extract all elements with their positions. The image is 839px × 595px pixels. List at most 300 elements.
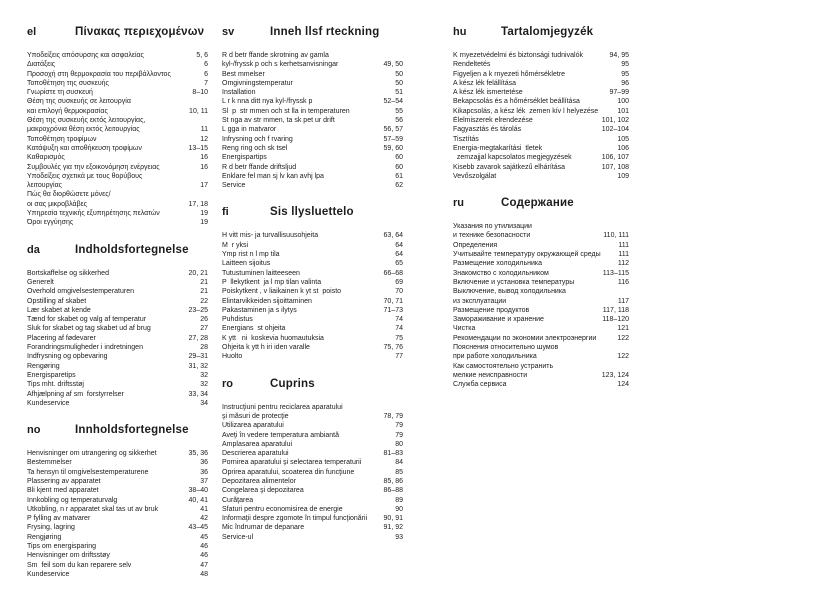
- toc-entry: [453, 70, 629, 79]
- toc-entry-page-number: 112: [617, 260, 629, 268]
- toc-entry: [222, 496, 403, 505]
- toc-entry-page-number: 105: [617, 135, 629, 143]
- toc-entry-page-number: 110, 111: [603, 232, 629, 240]
- toc-entry-page-number: 48: [200, 570, 208, 578]
- toc-entry: [453, 287, 629, 296]
- toc-entry-page-number: 42: [200, 515, 208, 523]
- toc-entry-label: Определения: [453, 241, 498, 249]
- toc-entry-page-number: 71–73: [383, 306, 403, 314]
- toc-entry-page-number: 66–68: [383, 269, 403, 277]
- toc-entry-page-number: 11: [200, 126, 208, 134]
- toc-entry: [453, 352, 629, 361]
- toc-entry-page-number: 33, 34: [188, 390, 208, 398]
- toc-entry: [453, 163, 629, 172]
- toc-entry: [222, 486, 403, 495]
- toc-entry-page-number: 95: [621, 70, 629, 78]
- toc-entry: [453, 315, 629, 324]
- toc-entry-label: Opstilling af skabet: [27, 297, 87, 305]
- toc-entry: [27, 153, 208, 162]
- toc-entry-page-number: 97–99: [609, 89, 629, 97]
- toc-entry-page-number: 16: [200, 154, 208, 162]
- toc-entry-page-number: 27: [200, 325, 208, 333]
- toc-entry-page-number: 64: [395, 251, 403, 259]
- toc-entry-label: мелкие неисправности: [453, 371, 528, 379]
- toc-entry: [27, 570, 208, 579]
- toc-entry: [222, 440, 403, 449]
- toc-entry-label: Laitteen sijoitus: [222, 260, 271, 268]
- toc-entry: [222, 70, 403, 79]
- toc-section-ru: [453, 197, 629, 389]
- toc-entry: [453, 241, 629, 250]
- toc-entry-list: [453, 222, 629, 389]
- toc-entry: [453, 362, 629, 371]
- toc-entry-label: şi măsuri de protecţie: [222, 412, 289, 420]
- toc-entry: [453, 144, 629, 153]
- toc-entry: [27, 88, 208, 97]
- toc-entry-label: Aveţi în vedere temperatura ambiantă: [222, 431, 339, 439]
- toc-entry-label: Innkobling og temperaturvalg: [27, 496, 118, 504]
- toc-entry-page-number: 49, 50: [383, 61, 403, 69]
- toc-entry-label: Sluk for skabet og tag skabet ud af brug: [27, 325, 151, 333]
- toc-entry-label: λειτουργίας: [27, 182, 63, 190]
- toc-entry-page-number: 85: [395, 468, 403, 476]
- toc-entry-page-number: 29–31: [188, 353, 208, 361]
- section-header: [27, 26, 208, 38]
- toc-entry: [27, 306, 208, 315]
- toc-entry-label: A kész lék felállítása: [453, 79, 517, 87]
- toc-section-da: [27, 244, 208, 408]
- toc-entry-page-number: 85, 86: [383, 477, 403, 485]
- toc-entry-page-number: 51: [395, 89, 403, 97]
- toc-entry-page-number: 22: [200, 297, 208, 305]
- toc-column-right: [453, 26, 629, 390]
- toc-entry: [222, 315, 403, 324]
- toc-entry-label: Kisebb zavarok sajátkezű elhárítása: [453, 163, 566, 171]
- toc-entry: [222, 412, 403, 421]
- toc-entry: [27, 523, 208, 532]
- toc-entry: [222, 116, 403, 125]
- toc-entry-label: Best mmelser: [222, 70, 265, 78]
- toc-entry: [222, 343, 403, 352]
- toc-entry-page-number: 79: [395, 422, 403, 430]
- toc-entry-label: A kész lék ismertetése: [453, 89, 523, 97]
- toc-entry-page-number: 27, 28: [188, 334, 208, 342]
- toc-entry-page-number: 118–120: [602, 316, 629, 324]
- toc-entry-page-number: 96: [621, 79, 629, 87]
- toc-entry: [222, 241, 403, 250]
- toc-entry-page-number: 122: [617, 353, 629, 361]
- toc-entry-label: Energispartips: [222, 154, 267, 162]
- toc-entry-page-number: 89: [395, 496, 403, 504]
- toc-entry-page-number: 106: [617, 144, 629, 152]
- toc-section-no: [27, 424, 208, 579]
- toc-entry-label: Знакомство с холодильником: [453, 269, 549, 277]
- toc-entry: [27, 116, 208, 125]
- toc-entry: [27, 362, 208, 371]
- toc-entry-list: [222, 231, 403, 361]
- toc-entry-page-number: 77: [395, 353, 403, 361]
- toc-entry: [27, 190, 208, 199]
- toc-entry-label: Rendeltetés: [453, 61, 491, 69]
- toc-entry: [222, 125, 403, 134]
- toc-entry-page-number: 37: [200, 477, 208, 485]
- toc-section-el: [27, 26, 208, 228]
- toc-entry-label: και επιλογή θερμοκρασίας: [27, 107, 108, 115]
- toc-entry: [453, 371, 629, 380]
- toc-entry: [222, 297, 403, 306]
- toc-entry-label: Tænd for skabet og valg af temperatur: [27, 316, 147, 324]
- toc-entry-label: Service: [222, 182, 246, 190]
- toc-entry: [222, 79, 403, 88]
- toc-entry-label: Overhold omgivelsestemperaturen: [27, 288, 134, 296]
- toc-entry-label: Служба сервиса: [453, 381, 507, 389]
- toc-entry: [27, 496, 208, 505]
- toc-entry: [222, 269, 403, 278]
- toc-section-sv: [222, 26, 403, 190]
- toc-entry-page-number: 80: [395, 440, 403, 448]
- toc-entry-page-number: 36: [200, 468, 208, 476]
- toc-entry: [453, 135, 629, 144]
- language-code-sv: sv: [222, 26, 235, 38]
- toc-entry-page-number: 47: [200, 561, 208, 569]
- toc-entry: [222, 287, 403, 296]
- toc-entry: [27, 390, 208, 399]
- toc-entry-label: Henvisninger om utrangering og sikkerhet: [27, 450, 157, 458]
- toc-entry: [453, 259, 629, 268]
- toc-entry: [453, 278, 629, 287]
- toc-entry: [453, 269, 629, 278]
- toc-entry: [453, 380, 629, 389]
- toc-entry-page-number: 70: [395, 288, 403, 296]
- toc-entry-list: [27, 51, 208, 228]
- toc-entry-label: Πώς θα διορθώσετε μόνες/: [27, 191, 111, 199]
- toc-entry-label: Рекомендации по экономии электроэнергии: [453, 334, 597, 342]
- section-title: Indholdsfortegnelse: [75, 243, 189, 256]
- toc-entry-page-number: 121: [617, 325, 629, 333]
- toc-entry-page-number: 21: [200, 278, 208, 286]
- toc-entry: [222, 144, 403, 153]
- toc-entry: [453, 125, 629, 134]
- toc-entry-label: kyl-/fryssk p och s kerhetsanvisningar: [222, 61, 339, 69]
- toc-entry-label: Τοποθέτηση τροφίμων: [27, 135, 97, 143]
- section-title: Πίνακας περιεχομένων: [75, 26, 205, 38]
- toc-entry: [27, 315, 208, 324]
- toc-entry-page-number: 12: [200, 135, 208, 143]
- toc-entry: [453, 231, 629, 240]
- language-code-ro: ro: [222, 377, 233, 390]
- toc-entry: [222, 107, 403, 116]
- toc-entry-label: Sl p str mmen och st lla in temperaturen: [222, 107, 350, 115]
- toc-entry-page-number: 7: [204, 79, 208, 87]
- toc-entry-label: R d betr ffande driftsljud: [222, 163, 297, 171]
- toc-entry-page-number: 57–59: [383, 135, 403, 143]
- toc-entry-page-number: 6: [204, 70, 208, 78]
- toc-entry-page-number: 40, 41: [188, 496, 208, 504]
- toc-entry-label: Forandringsmuligheder i indretningen: [27, 344, 143, 352]
- section-header: [27, 244, 208, 256]
- toc-entry-label: Huolto: [222, 353, 243, 361]
- toc-entry-label: Service-ul: [222, 533, 254, 541]
- toc-entry-page-number: 70, 71: [383, 297, 403, 305]
- toc-entry: [222, 533, 403, 542]
- toc-entry: [27, 468, 208, 477]
- toc-entry: [27, 209, 208, 218]
- toc-entry: [27, 343, 208, 352]
- toc-entry: [222, 352, 403, 361]
- toc-entry: [27, 70, 208, 79]
- toc-entry-page-number: 19: [200, 210, 208, 218]
- toc-entry-label: K rnyezetvédelmi és biztonsági tudnivalók: [453, 52, 583, 59]
- toc-entry-label: и технике безопасности: [453, 232, 531, 240]
- toc-entry-label: Τοποθέτηση της συσκευής: [27, 79, 109, 87]
- toc-entry-page-number: 46: [200, 543, 208, 551]
- toc-entry-label: Tutustuminen laitteeseen: [222, 269, 300, 277]
- section-header: [453, 26, 629, 38]
- toc-entry-page-number: 63, 64: [383, 232, 403, 240]
- section-title: Содержание: [501, 197, 574, 210]
- toc-entry-page-number: 64: [395, 241, 403, 249]
- toc-entry-page-number: 32: [200, 371, 208, 379]
- toc-entry: [222, 334, 403, 343]
- toc-entry-page-number: 59, 60: [383, 144, 403, 152]
- toc-entry-label: Bli kjent med apparatet: [27, 487, 99, 495]
- toc-entry: [222, 403, 403, 412]
- toc-entry-page-number: 84: [395, 459, 403, 467]
- toc-entry: [27, 278, 208, 287]
- toc-entry-label: Pakastaminen ja s ilytys: [222, 306, 297, 314]
- toc-entry-page-number: 102–104: [601, 126, 629, 134]
- toc-entry-page-number: 116: [617, 278, 629, 286]
- section-title: Sis llysluettelo: [270, 206, 354, 219]
- toc-entry-label: Υπηρεσία τεχνικής εξυπηρέτησης πελατών: [27, 210, 160, 218]
- toc-entry-page-number: 106, 107: [601, 154, 629, 162]
- toc-entry-page-number: 46: [200, 552, 208, 560]
- toc-entry: [453, 306, 629, 315]
- toc-entry: [453, 172, 629, 181]
- toc-entry-list: [27, 269, 208, 408]
- section-title: Inneh llsf rteckning: [270, 26, 380, 38]
- toc-entry-label: Чистка: [453, 325, 476, 333]
- toc-entry: [453, 97, 629, 106]
- toc-entry: [27, 97, 208, 106]
- toc-entry: [27, 51, 208, 60]
- toc-entry-list: [222, 51, 403, 190]
- toc-entry-label: Plassering av apparatet: [27, 477, 101, 485]
- toc-entry-label: Descrierea aparatului: [222, 450, 289, 458]
- toc-entry-page-number: 90: [395, 505, 403, 513]
- toc-entry-label: Enklare fel man sj lv kan avhj lpa: [222, 172, 324, 180]
- toc-entry-label: Utkobling, n r apparatet skal tas ut av bruk: [27, 505, 159, 513]
- toc-entry-label: Mic îndrumar de depanare: [222, 524, 305, 532]
- toc-entry-page-number: 6: [204, 61, 208, 69]
- toc-entry: [27, 561, 208, 570]
- toc-entry: [27, 380, 208, 389]
- toc-entry: [222, 449, 403, 458]
- toc-entry: [453, 222, 629, 231]
- toc-entry: [222, 421, 403, 430]
- toc-entry-page-number: 111: [618, 251, 629, 259]
- toc-entry: [27, 181, 208, 190]
- toc-entry-label: Oprirea aparatului, scoaterea din funcţiune: [222, 468, 355, 476]
- toc-entry-page-number: 23–25: [188, 306, 208, 314]
- toc-entry-page-number: 20, 21: [188, 269, 208, 277]
- toc-entry: [222, 231, 403, 240]
- toc-entry-page-number: 101, 102: [601, 117, 629, 125]
- toc-entry-label: Υποδείξεις σχετικά με τους θορύβους: [27, 172, 143, 180]
- language-code-ru: ru: [453, 197, 464, 210]
- toc-entry-page-number: 69: [395, 278, 403, 286]
- toc-entry-label: Curăţarea: [222, 496, 254, 504]
- toc-entry-page-number: 78, 79: [383, 412, 403, 420]
- toc-entry: [27, 172, 208, 181]
- toc-entry: [27, 486, 208, 495]
- toc-entry-label: Energians st ohjeita: [222, 325, 286, 333]
- toc-entry-page-number: 28: [200, 344, 208, 352]
- toc-entry-label: P fylling av matvarer: [27, 515, 91, 523]
- toc-entry-label: Bekapcsolás és a hőmérséklet beállítása: [453, 98, 580, 106]
- toc-entry: [453, 153, 629, 162]
- toc-entry-page-number: 122: [617, 334, 629, 342]
- toc-entry-label: Installation: [222, 89, 256, 97]
- toc-entry-label: M r yksi: [222, 241, 249, 249]
- section-title: Cuprins: [270, 377, 315, 390]
- language-code-fi: fi: [222, 206, 229, 219]
- toc-entry-label: zemzajjal kapcsolatos megjegyzések: [453, 154, 572, 162]
- toc-entry-page-number: 117, 118: [602, 306, 629, 314]
- toc-section-hu: [453, 26, 629, 181]
- toc-entry-label: Frysing, lagring: [27, 524, 75, 532]
- toc-entry-label: Rengjøring: [27, 533, 62, 541]
- toc-entry: [222, 431, 403, 440]
- toc-entry-page-number: 74: [395, 325, 403, 333]
- toc-entry-page-number: 60: [395, 163, 403, 171]
- toc-entry-page-number: 124: [617, 381, 629, 389]
- toc-entry-label: Tips om energisparing: [27, 543, 96, 551]
- toc-entry-label: Utilizarea aparatului: [222, 422, 284, 430]
- toc-entry-page-number: 113–115: [602, 269, 629, 277]
- toc-entry: [222, 60, 403, 69]
- toc-entry-label: Как самостоятельно устранить: [453, 362, 554, 370]
- toc-entry-page-number: 101: [617, 107, 629, 115]
- toc-entry: [27, 514, 208, 523]
- toc-entry: [27, 200, 208, 209]
- toc-entry-label: Indfrysning og opbevaring: [27, 353, 108, 361]
- toc-entry-label: Infrysning och f rvaring: [222, 135, 293, 143]
- section-header: [222, 206, 403, 218]
- toc-entry-label: Generelt: [27, 278, 54, 286]
- toc-entry-page-number: 55: [395, 107, 403, 115]
- toc-entry-page-number: 45: [200, 533, 208, 541]
- toc-entry-label: из эксплуатации: [453, 297, 507, 305]
- toc-entry-label: H vitt mis- ja turvallisuusohjeita: [222, 232, 319, 240]
- toc-entry: [222, 324, 403, 333]
- toc-entry-page-number: 13–15: [188, 144, 208, 152]
- toc-entry-label: Ta hensyn til omgivelsestemperaturene: [27, 468, 149, 476]
- toc-entry-label: οι σας μικροβλάβες: [27, 200, 88, 208]
- toc-entry-page-number: 36: [200, 459, 208, 467]
- toc-entry: [222, 505, 403, 514]
- toc-entry: [222, 135, 403, 144]
- toc-entry-page-number: 123, 124: [601, 371, 629, 379]
- toc-entry-label: Figyeljen a k rnyezeti hőmérsékletre: [453, 70, 566, 78]
- toc-entry: [222, 278, 403, 287]
- toc-entry-label: Omgivningstemperatur: [222, 79, 293, 87]
- toc-entry-label: St nga av str mmen, ta sk pet ur drift: [222, 117, 335, 125]
- toc-entry: [453, 324, 629, 333]
- toc-entry-label: Замораживание и хранение: [453, 316, 544, 324]
- toc-entry: [453, 60, 629, 69]
- toc-entry-label: Informaţii despre zgomote în timpul funcţionării: [222, 515, 368, 523]
- toc-entry: [453, 79, 629, 88]
- toc-entry-label: Размещение холодильника: [453, 260, 543, 268]
- toc-entry: [27, 287, 208, 296]
- toc-entry-label: Lær skabet at kende: [27, 306, 91, 314]
- toc-entry: [27, 505, 208, 514]
- toc-entry-page-number: 34: [200, 399, 208, 407]
- toc-entry-label: Puhdistus: [222, 316, 253, 324]
- toc-entry-page-number: 43–45: [188, 524, 208, 532]
- section-header: [27, 424, 208, 436]
- toc-entry-label: P llekytkent ja l mp tilan valinta: [222, 278, 322, 286]
- toc-entry: [27, 352, 208, 361]
- toc-entry-label: Включение и установка температуры: [453, 278, 575, 286]
- toc-entry-label: Instrucţiuni pentru reciclarea aparatului: [222, 403, 343, 411]
- toc-entry: [453, 51, 629, 60]
- toc-entry: [27, 269, 208, 278]
- toc-entry-page-number: 32: [200, 381, 208, 389]
- toc-entry-label: Tisztítás: [453, 135, 479, 143]
- toc-entry-label: Διατάξεις: [27, 61, 56, 69]
- toc-entry: [222, 458, 403, 467]
- toc-entry-page-number: 5, 6: [196, 52, 208, 59]
- toc-entry-label: Kundeservice: [27, 570, 70, 578]
- toc-entry-page-number: 8–10: [192, 89, 208, 97]
- toc-entry-label: Sm feil som du kan reparere selv: [27, 561, 132, 569]
- toc-entry-label: Bestemmelser: [27, 459, 72, 467]
- toc-entry: [453, 107, 629, 116]
- toc-entry-label: Congelarea şi depozitarea: [222, 487, 304, 495]
- toc-entry-page-number: 100: [617, 98, 629, 106]
- toc-entry-page-number: 107, 108: [601, 163, 629, 171]
- toc-entry-list: [453, 51, 629, 181]
- toc-entry-page-number: 74: [395, 316, 403, 324]
- toc-entry: [27, 551, 208, 560]
- toc-entry: [222, 250, 403, 259]
- toc-entry-page-number: 81–83: [383, 450, 403, 458]
- toc-entry-page-number: 109: [617, 172, 629, 180]
- toc-entry: [222, 51, 403, 60]
- toc-column-middle: [222, 26, 403, 542]
- toc-entry-label: Henvisninger om driftsstøy: [27, 552, 110, 560]
- toc-entry-list: [27, 449, 208, 579]
- toc-entry: [27, 324, 208, 333]
- toc-entry-page-number: 56, 57: [383, 126, 403, 134]
- toc-entry: [27, 163, 208, 172]
- toc-entry: [222, 523, 403, 532]
- toc-entry: [453, 250, 629, 259]
- toc-entry-label: Указания по утилизации: [453, 223, 532, 231]
- toc-entry-page-number: 31, 32: [188, 362, 208, 370]
- language-code-da: da: [27, 243, 40, 256]
- toc-entry-label: Выключение, вывод холодильника: [453, 288, 566, 296]
- toc-entry-page-number: 26: [200, 316, 208, 324]
- toc-entry-label: Пояснения относительно шумов: [453, 344, 559, 352]
- toc-entry-label: Θέση της συσκευής εκτός λειτουργίας,: [27, 117, 146, 125]
- toc-entry-page-number: 17: [200, 182, 208, 190]
- toc-entry: [222, 88, 403, 97]
- toc-entry-label: Fagyasztás és tárolás: [453, 126, 522, 134]
- toc-entry-label: Θέση της συσκευής σε λειτουργία: [27, 98, 131, 106]
